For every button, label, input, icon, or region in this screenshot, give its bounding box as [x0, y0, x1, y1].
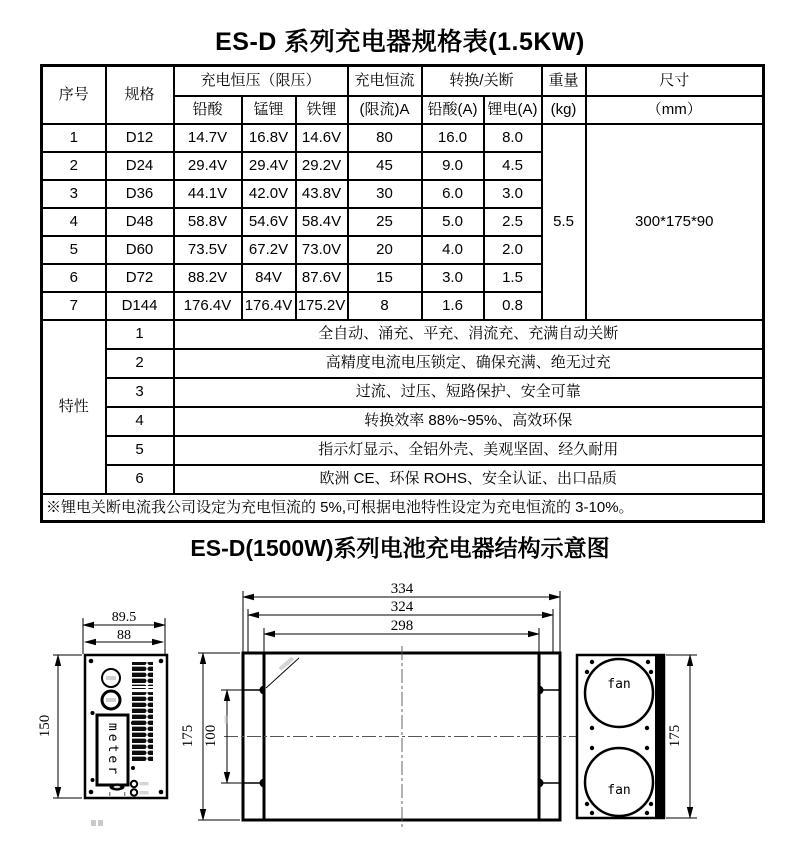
- note-row: [42, 494, 764, 522]
- fan-screw-dot: [585, 670, 589, 674]
- header-size-group: 尺寸: [586, 66, 764, 96]
- cell-cut-lead: 3.0: [422, 264, 484, 292]
- header-cc-group: 充电恒流: [348, 66, 422, 96]
- header-mn-li: 锰锂: [242, 96, 296, 124]
- cell-model: D72: [106, 264, 174, 292]
- feature-text: 全自动、涌充、平充、涓流充、充满自动关断: [174, 320, 764, 349]
- faint-mark: [225, 716, 228, 724]
- feature-text: 指示灯显示、全铝外壳、美观坚固、经久耐用: [174, 436, 764, 465]
- cell-fe: 73.0V: [296, 236, 348, 264]
- switch-marking: [124, 792, 125, 796]
- screw-dot: [89, 790, 94, 795]
- cell-cut-lead: 5.0: [422, 208, 484, 236]
- fan-panel-edge-bar: [655, 655, 664, 818]
- header-cutoff-li: 锂电(A): [484, 96, 542, 124]
- fan-screw-dot: [590, 746, 594, 750]
- screw-dot: [91, 711, 95, 715]
- feature-row: [42, 378, 764, 407]
- cell-no: 6: [42, 264, 106, 292]
- lamp-marking: [106, 698, 116, 702]
- jack-marking: [140, 782, 149, 785]
- feature-no: 2: [106, 349, 174, 378]
- header-cutoff-group: 转换/关断: [422, 66, 542, 96]
- dim-case-334: 334: [390, 581, 414, 597]
- cell-mn: 84V: [242, 264, 296, 292]
- cell-lead: 14.7V: [174, 124, 242, 152]
- fan-screw-dot: [585, 802, 589, 806]
- jack-marking: [140, 791, 149, 794]
- dim-front-width-outer: 89.5: [111, 610, 137, 625]
- feature-row: [42, 436, 764, 465]
- features-label: 特性: [42, 320, 106, 494]
- fan-screw-dot: [645, 746, 649, 750]
- cell-model: D48: [106, 208, 174, 236]
- cell-no: 4: [42, 208, 106, 236]
- cell-no: 3: [42, 180, 106, 208]
- header-lead-acid: 铅酸: [174, 96, 242, 124]
- note-text: ※锂电关断电流我公司设定为充电恒流的 5%,可根据电池特性设定为充电恒流的 3-10%。: [42, 494, 764, 522]
- cell-model: D12: [106, 124, 174, 152]
- faint-mark: [98, 820, 103, 826]
- fan-label-2: fan: [607, 783, 631, 798]
- dim-slot-spacing: 100: [203, 724, 219, 748]
- feature-row: [42, 320, 764, 349]
- dim-front-width-inner: 88: [117, 628, 131, 643]
- screw-dot: [91, 778, 95, 782]
- cell-no: 5: [42, 236, 106, 264]
- cell-fe: 58.4V: [296, 208, 348, 236]
- spec-table: [40, 64, 765, 523]
- fan-label-1: fan: [607, 677, 631, 692]
- header-weight-group: 重量: [542, 66, 586, 96]
- header-size-unit: （mm）: [586, 96, 764, 124]
- cell-cut-lead: 4.0: [422, 236, 484, 264]
- cell-cc: 25: [348, 208, 422, 236]
- output-jack: [131, 781, 137, 787]
- header-cv-group: 充电恒压（限压）: [174, 66, 348, 96]
- fan-screw-dot: [649, 802, 653, 806]
- cell-cut-li: 8.0: [484, 124, 542, 152]
- faint-mark: [91, 820, 96, 826]
- header-row-1: [42, 66, 764, 96]
- feature-no: 6: [106, 465, 174, 494]
- cell-cc: 15: [348, 264, 422, 292]
- cell-fe: 87.6V: [296, 264, 348, 292]
- cell-cut-li: 4.5: [484, 152, 542, 180]
- feature-text: 欧洲 CE、环保 ROHS、安全认证、出口品质: [174, 465, 764, 494]
- header-cc-limit: (限流)A: [348, 96, 422, 124]
- cell-lead: 73.5V: [174, 236, 242, 264]
- dim-fan-height: 175: [667, 724, 683, 748]
- header-index: 序号: [42, 66, 106, 124]
- cell-cut-li: 2.5: [484, 208, 542, 236]
- fan-screw-dot: [645, 726, 649, 730]
- cell-cut-li: 2.0: [484, 236, 542, 264]
- header-weight-unit: (kg): [542, 96, 586, 124]
- dim-case-298: 298: [390, 618, 414, 634]
- cell-no: 1: [42, 124, 106, 152]
- fin-gap: [130, 686, 155, 688]
- cell-cc: 45: [348, 152, 422, 180]
- heatsink-fins: [132, 662, 153, 762]
- cell-lead: 88.2V: [174, 264, 242, 292]
- structure-diagram: [0, 558, 800, 856]
- cell-cc: 8: [348, 292, 422, 320]
- feature-no: 3: [106, 378, 174, 407]
- header-cutoff-lead: 铅酸(A): [422, 96, 484, 124]
- cell-no: 7: [42, 292, 106, 320]
- case-top-view: [180, 581, 577, 827]
- cell-lead: 58.8V: [174, 208, 242, 236]
- cell-cut-lead: 1.6: [422, 292, 484, 320]
- fan-circle-1: [585, 659, 653, 727]
- switch-slot: [114, 786, 121, 788]
- fan-screw-dot: [590, 811, 594, 815]
- cell-cc: 30: [348, 180, 422, 208]
- cell-fe: 29.2V: [296, 152, 348, 180]
- cell-cut-li: 1.5: [484, 264, 542, 292]
- cell-mn: 42.0V: [242, 180, 296, 208]
- fan-screw-dot: [645, 811, 649, 815]
- feature-text: 过流、过压、短路保护、安全可靠: [174, 378, 764, 407]
- cell-model: D24: [106, 152, 174, 180]
- table-row: [42, 124, 764, 152]
- fan-rear-view: [577, 655, 697, 818]
- fan-screw-dot: [646, 660, 650, 664]
- cell-lead: 44.1V: [174, 180, 242, 208]
- cell-lead: 176.4V: [174, 292, 242, 320]
- cell-mn: 16.8V: [242, 124, 296, 152]
- cell-fe: 43.8V: [296, 180, 348, 208]
- cell-cc: 20: [348, 236, 422, 264]
- screw-dot: [89, 659, 94, 664]
- fan-screw-dot: [590, 726, 594, 730]
- cell-weight: 5.5: [542, 124, 586, 320]
- cell-mn: 67.2V: [242, 236, 296, 264]
- fan-screw-dot: [649, 670, 653, 674]
- meter-label: meter: [105, 722, 120, 778]
- cell-fe: 175.2V: [296, 292, 348, 320]
- feature-text: 高精度电流电压锁定、确保充满、绝无过充: [174, 349, 764, 378]
- cell-mn: 29.4V: [242, 152, 296, 180]
- feature-no: 4: [106, 407, 174, 436]
- screw-dot: [159, 659, 164, 664]
- output-jack: [131, 789, 137, 795]
- cell-cut-li: 0.8: [484, 292, 542, 320]
- feature-row: [42, 465, 764, 494]
- cell-cut-li: 3.0: [484, 180, 542, 208]
- feature-row: [42, 349, 764, 378]
- spec-table-title: ES-D 系列充电器规格表(1.5KW): [215, 28, 585, 56]
- cell-cut-lead: 6.0: [422, 180, 484, 208]
- feature-row: [42, 407, 764, 436]
- front-panel-view: [37, 610, 167, 826]
- cell-no: 2: [42, 152, 106, 180]
- cell-fe: 14.6V: [296, 124, 348, 152]
- cell-cc: 80: [348, 124, 422, 152]
- cell-model: D144: [106, 292, 174, 320]
- feature-no: 5: [106, 436, 174, 465]
- lamp-marking: [106, 676, 116, 680]
- header-model: 规格: [106, 66, 174, 124]
- dim-case-324: 324: [390, 599, 414, 615]
- cell-model: D36: [106, 180, 174, 208]
- screw-dot: [131, 766, 135, 770]
- cell-model: D60: [106, 236, 174, 264]
- fan-circle-2: [585, 748, 653, 816]
- cell-lead: 29.4V: [174, 152, 242, 180]
- cell-mn: 54.6V: [242, 208, 296, 236]
- cell-cut-lead: 9.0: [422, 152, 484, 180]
- fan-screw-dot: [590, 660, 594, 664]
- dim-case-height: 175: [180, 724, 196, 748]
- cell-mn: 176.4V: [242, 292, 296, 320]
- feature-text: 转换效率 88%~95%、高效环保: [174, 407, 764, 436]
- switch-marking: [109, 792, 110, 796]
- cell-size: 300*175*90: [586, 124, 764, 320]
- cell-cut-lead: 16.0: [422, 124, 484, 152]
- dim-front-height: 150: [37, 714, 53, 738]
- feature-no: 1: [106, 320, 174, 349]
- header-fe-li: 铁锂: [296, 96, 348, 124]
- diagram-title: ES-D(1500W)系列电池充电器结构示意图: [190, 535, 610, 561]
- screw-dot: [159, 790, 164, 795]
- fin-gap: [130, 691, 155, 693]
